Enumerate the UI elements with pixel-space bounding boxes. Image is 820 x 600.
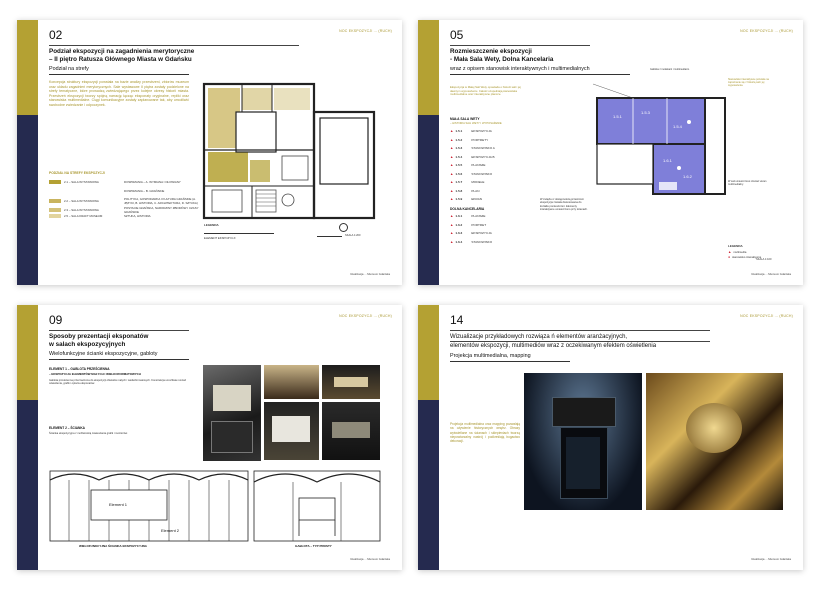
exhibit-label: EKSPOZYCJA — [471, 129, 492, 133]
page-footer: Realizacja ... Muzeum Gdańska — [751, 557, 791, 561]
svg-text:1.5.1: 1.5.1 — [613, 114, 622, 119]
exhibit-list-item — [450, 223, 486, 227]
interactive-marker-icon: ▲ — [450, 163, 454, 167]
interactive-marker-icon: ▲ — [450, 231, 454, 235]
exhibit-id: 1.6.1 — [455, 214, 463, 218]
page-header-tag: NOC EKSPOZYCJI ... (RUCH) — [740, 29, 793, 33]
legend-item — [728, 255, 761, 259]
title-line-2: elementów ekspozycji, multimediów wraz z oczekiwanym efektem oświetlenia — [450, 341, 710, 350]
element-2-text: Ścianka ekspozycyjna z możliwością zawieszania grafik i monitorów. — [49, 432, 128, 435]
page-number: 02 — [49, 28, 63, 42]
interactive-marker-icon: ▲ — [450, 222, 454, 227]
exhibit-label: STANOWISKO — [471, 171, 493, 176]
exhibit-id: 1.5.2 — [455, 137, 463, 142]
drawing-exhibition-wall — [49, 470, 249, 542]
legend-value: POSTACIE GDAŃSKA, NARODZINY ZBIORÓW I CZASY GDAŃSKIE — [124, 205, 199, 214]
legend-title: PODZIAŁ NA STREFY EKSPOZYCJI — [49, 171, 105, 175]
legend-value: POLITYKA, GOSPODARKA I KULTURA GDAŃSKIE (A. JĘZYKI, B. HISTORIA, C. ARCHITEKTURA, D. SZTUKA) — [124, 197, 198, 205]
page-09 — [17, 305, 402, 570]
interactive-marker-icon: ● — [728, 255, 731, 259]
exhibit-label: EKSPOZYCJA — [471, 231, 492, 235]
page-05 — [418, 20, 803, 285]
exhibit-label: PLAN — [471, 188, 480, 193]
exhibit-list-item — [450, 240, 492, 244]
exhibit-list-item — [450, 231, 492, 235]
exhibit-label: PORTRETY — [471, 137, 489, 142]
interactive-marker-icon: ▲ — [450, 154, 454, 159]
photo-case-1 — [264, 402, 319, 460]
photo-hall — [264, 365, 319, 399]
interactive-marker-icon: ▲ — [450, 129, 454, 133]
page-number: 09 — [49, 313, 63, 327]
title-line-1: Wizualizacje przykładowych rozwiąza ń elementów aranżacyjnych, — [450, 334, 628, 340]
exhibit-list-item — [450, 189, 479, 193]
description-text: W związku z dostępnością przestrzeni ekspozycja została dostosowana do kształtu pomieszczeń. Elementy interaktywne umieszczono przy ścianach. — [540, 198, 588, 212]
exhibit-id: 1.5.5 — [455, 163, 463, 167]
exhibit-label: PLANSZE — [471, 163, 486, 167]
plan-note-top: Gablota z modelami i multimediami. — [650, 68, 690, 71]
page-title — [49, 330, 189, 349]
page-02 — [17, 20, 402, 285]
exhibit-list-item — [450, 214, 485, 218]
element-1-subtitle: – EKSPOZYCJA ELEMENTÓW MAŁYCH I WIELKOFORMATOWYCH — [49, 372, 141, 376]
exhibit-id: 1.5.6 — [455, 171, 463, 176]
section-title-1: MAŁA SALA WETY — [450, 117, 480, 121]
legend-key: 2.3 – SALA WYSTAWOWA — [64, 207, 99, 212]
side-notes: Stanowisko interaktywne pozwala na zapoznanie się z historią sali i jej wyposażenia. — [728, 78, 769, 88]
page-footer: Realizacja ... Muzeum Gdańska — [751, 272, 791, 276]
legend-value: SZTUKA, HISTORIA — [124, 214, 151, 218]
multimedia-marker-icon: ▲ — [728, 250, 732, 254]
page-footer: Realizacja ... Muzeum Gdańska — [350, 557, 390, 561]
section-subtitle-1: – HISTORIA SALI WETY I WYPOSAŻENIE — [450, 122, 502, 125]
exhibit-list-item — [450, 172, 492, 176]
title-line-1: Rozmieszczenie ekspozycji — [450, 48, 532, 55]
side-notes-2: W sali umieszczono również ekran multimedialny. — [728, 180, 767, 187]
exhibit-label: STANOWISKO — [471, 239, 493, 244]
drawing-label-1: Element 1 — [109, 502, 128, 507]
interactive-marker-icon: ▲ — [450, 137, 454, 142]
legend-swatch — [49, 214, 61, 218]
visualization-ceiling-mapping — [646, 373, 783, 510]
page-footer: Realizacja ... Muzeum Gdańska — [350, 272, 390, 276]
caption-wall: WIELOFUNKCYJNA ŚCIANKA EKSPOZYCYJNA — [79, 544, 147, 548]
page-14 — [418, 305, 803, 570]
plan-note: ELEMENT EKSPOZYCJI — [204, 236, 236, 240]
legend-label: multimedia — [733, 251, 747, 254]
exhibit-label: EKRAN — [471, 197, 483, 201]
legend-key: 2.1 – SALA WYSTAWOWA — [64, 180, 99, 184]
element-1-title: ELEMENT 1 – GABLOTA PRZEŚCIENNA — [49, 367, 110, 371]
photo-gallery-dark — [203, 365, 261, 461]
svg-text:1.5.3: 1.5.3 — [641, 110, 650, 115]
page-header-tag: NOC EKSPOZYCJI ... (RUCH) — [740, 314, 793, 318]
page-title — [450, 45, 590, 64]
page-subtitle: wraz z opisem stanowisk interaktywnych i multimedialnych — [450, 66, 590, 72]
drawing-label-2: Element 2 — [161, 528, 180, 533]
exhibit-id: 1.6.2 — [455, 222, 463, 227]
interactive-marker-icon: ▲ — [450, 197, 454, 201]
intro-text: Koncepcja struktury ekspozycji powstała na bazie analizy przestrzeni, zbiorów muzeum oraz układu zagadnień merytorycznych. Sale wystawowe II piętra zostały podzielone na strefy tematyczne, które prowadzą zwiedzającego przez kolejne okresy historii miasta. Przestrzeń ekspozycji tworzy spójną narrację łącząc eksponaty oryginalne, repliki oraz stanowiska multimedialne. Ciągi komunikacyjne zostały zaplanowane tak, aby umożliwić swobodne zwiedzanie i odpoczynek. — [49, 80, 189, 107]
legend-label: stanowisko interaktywne — [732, 256, 762, 259]
page-header-tag: NOC EKSPOZYCJI ... (RUCH) — [339, 314, 392, 318]
page-subtitle: Podział na strefy — [49, 66, 89, 72]
exhibit-id: 1.5.7 — [455, 180, 463, 184]
drawing-display-case — [253, 470, 381, 542]
page-stripe — [17, 20, 38, 285]
page-stripe — [418, 20, 439, 285]
exhibit-list-item — [450, 180, 484, 184]
photo-display — [322, 365, 380, 399]
exhibit-label: STANOWISKO A — [471, 146, 495, 150]
page-title — [450, 330, 710, 350]
plan-legend-label: LEGENDA — [204, 223, 219, 227]
page-header-tag: NOC EKSPOZYCJI ... (RUCH) — [339, 29, 392, 33]
svg-text:1.6.1: 1.6.1 — [663, 158, 672, 163]
scale-label: SKALA 1:200 — [345, 234, 361, 237]
legend-row — [49, 197, 204, 205]
description-text: Projekcja multimedialna oraz mapping pozwalają na ożywienie historycznych wnętrz. Obrazy wyświetlane na ścianach i sklepieniach tworzą niepowtarzalny nastrój i podkreślają bogactwo dekoracji. — [450, 422, 520, 444]
legend-row — [49, 214, 151, 218]
title-line-1: Sposoby prezentacji eksponatów — [49, 333, 149, 340]
exhibit-id: 1.5.4 — [455, 154, 463, 159]
page-stripe — [418, 305, 439, 570]
photo-case-2 — [322, 402, 380, 460]
exhibit-label: MODELE — [471, 180, 485, 184]
title-line-1: Podział ekspozycji na zagadnienia merytoryczne — [49, 48, 195, 55]
legend-title: LEGENDA — [728, 244, 743, 248]
title-line-2: - Mała Sala Wety, Dolna Kancelaria — [450, 56, 554, 63]
legend-value: DOSPRZANIA – A. WYMIANA I OŁOWIANY — [124, 180, 181, 184]
interactive-marker-icon: ▲ — [450, 239, 454, 244]
compass-icon — [339, 223, 348, 232]
legend-row — [49, 189, 164, 193]
page-title — [49, 45, 299, 64]
section-title-2: DOLNA KANCELARIA — [450, 207, 485, 211]
caption-case: GABLOTA – TYP PROSTY — [295, 544, 332, 548]
interactive-marker-icon: ▲ — [450, 171, 454, 176]
exhibit-list-item — [450, 146, 495, 150]
element-2-title: ELEMENT 2 – ŚCIANKA — [49, 426, 85, 430]
legend-swatch — [49, 180, 61, 184]
floor-plan — [202, 82, 377, 220]
title-line-2: w salach ekspozycyjnych — [49, 341, 126, 348]
exhibit-list-item — [450, 129, 492, 133]
legend-swatch — [49, 208, 61, 212]
exhibit-id: 1.5.3 — [455, 146, 463, 150]
exhibit-id: 1.6.4 — [455, 239, 463, 244]
exhibit-id: 1.6.3 — [455, 231, 463, 235]
interactive-marker-icon: ▲ — [450, 214, 454, 218]
interactive-marker-icon: ▲ — [450, 180, 454, 184]
exhibit-id: 1.5.9 — [455, 197, 463, 201]
exhibit-label: EKSPOZYCJA B — [471, 154, 495, 159]
legend-row — [49, 206, 204, 214]
exhibit-label: PLANSZE — [471, 214, 486, 218]
legend-swatch — [49, 199, 61, 203]
page-stripe — [17, 305, 38, 570]
exhibit-label: PORTRET — [471, 222, 487, 227]
exhibit-list-item — [450, 138, 488, 142]
visualization-fireplace — [524, 373, 642, 510]
svg-text:1.5.4: 1.5.4 — [673, 124, 682, 129]
legend-row — [49, 180, 181, 184]
element-1-text: Gablota prześcienna przeznaczona do ekspozycji obiektów małych i wielkoformatowych. Konstrukcja umożliwia montaż oświetlenia, grafik i opisów eksponatów. — [49, 379, 187, 386]
legend-item — [728, 250, 746, 254]
floor-plan — [593, 78, 728, 218]
exhibit-list-item — [450, 163, 485, 167]
svg-text:1.6.2: 1.6.2 — [683, 174, 692, 179]
page-subtitle: Wielofunkcyjne ścianki ekspozycyjne, gabloty — [49, 351, 158, 357]
page-subtitle: Projekcja multimedialna, mapping — [450, 353, 531, 359]
legend-value: DOSPRZANIA – B. GDAŃSKIE — [124, 188, 165, 193]
interactive-marker-icon: ▲ — [450, 146, 454, 150]
legend-key: 2.5 – SALA KRAFT MUSEUM — [64, 214, 103, 218]
intro-text: Ekspozycja w Małej Sali Wety opowiada o historii sali i jej dawnym wyposażeniu. Całość uzupełniają stanowiska multimedialne oraz interaktywne plansze. — [450, 85, 521, 97]
page-number: 05 — [450, 28, 464, 42]
exhibit-list-item — [450, 197, 482, 201]
exhibit-id: 1.5.1 — [455, 129, 463, 133]
page-number: 14 — [450, 313, 464, 327]
title-line-2: – II piętro Ratusza Głównego Miasta w Gdańsku — [49, 56, 192, 63]
scale-label: SKALA 1:100 — [756, 258, 772, 261]
legend-key: 2.2 – SALA WYSTAWOWA — [64, 199, 99, 203]
exhibit-id: 1.5.8 — [455, 188, 463, 193]
interactive-marker-icon: ▲ — [450, 188, 454, 193]
exhibit-list-item — [450, 155, 495, 159]
